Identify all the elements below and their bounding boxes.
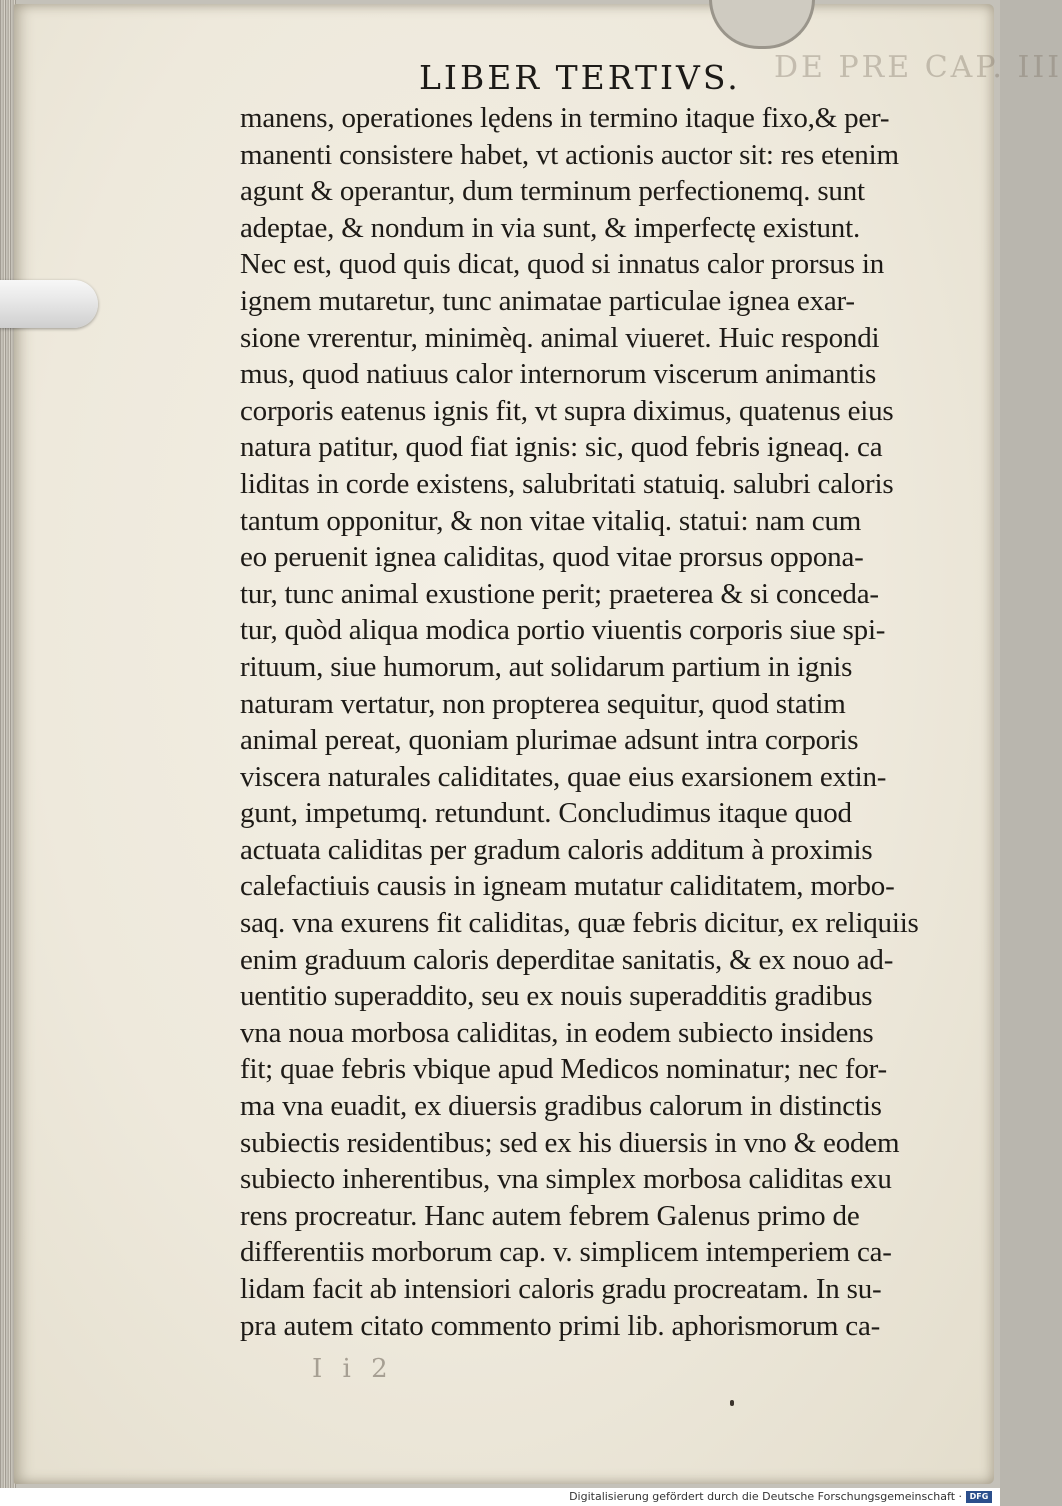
text-line: calefactiuis causis in igneam mutatur caliditatem, morbo-: [240, 870, 895, 903]
text-line: fit; quae febris vbique apud Medicos nominatur; nec for-: [240, 1053, 887, 1086]
text-line: tantum opponitur, & non vitae vitaliq. statui: nam cum: [240, 504, 862, 537]
plastic-clip: [0, 280, 98, 328]
book-page: [14, 4, 1062, 1484]
text-line: manenti consistere habet, vt actionis auctor sit: res etenim: [240, 138, 899, 171]
text-line: ignem mutaretur, tunc animatae particulae ignea exar-: [240, 284, 855, 317]
text-line: tur, quòd aliqua modica portio viuentis corporis siue spi-: [240, 614, 886, 647]
text-line: agunt & operantur, dum terminum perfectionemq. sunt: [240, 175, 865, 208]
text-line: ma vna euadit, ex diuersis gradibus calorum in distinctis: [240, 1090, 882, 1123]
text-line: sione vrerentur, minimèq. animal viueret. Huic respondi: [240, 321, 880, 354]
page-clip-notch: [709, 0, 815, 49]
text-line: natura patitur, quod fiat ignis: sic, quod febris igneaq. ca: [240, 431, 883, 464]
text-line: uentitio superaddito, seu ex nouis superadditis gradibus: [240, 980, 873, 1013]
text-line: vna noua morbosa caliditas, in eodem subiecto insidens: [240, 1016, 874, 1049]
text-line: viscera naturales caliditates, quae eius exarsionem extin-: [240, 760, 887, 793]
text-line: gunt, impetumq. retundunt. Concludimus itaque quod: [240, 797, 852, 830]
text-line: pra autem citato commento primi lib. aphorismorum ca-: [240, 1309, 881, 1342]
running-head: LIBER TERTIVS.: [419, 58, 741, 97]
text-line: saq. vna exurens fit caliditas, quæ febris dicitur, ex reliquiis: [240, 907, 919, 940]
text-line: rituum, siue humorum, aut solidarum partium in ignis: [240, 650, 853, 683]
ink-dot: [730, 1400, 734, 1406]
text-line: rens procreatur. Hanc autem febrem Galenus primo de: [240, 1199, 860, 1232]
text-line: tur, tunc animal exustione perit; praeterea & si conceda-: [240, 577, 879, 610]
text-line: differentiis morborum cap. v. simplicem intemperiem ca-: [240, 1236, 892, 1269]
dfg-logo: DFG: [966, 1491, 992, 1503]
text-line: naturam vertatur, non propterea sequitur, quod statim: [240, 687, 846, 720]
digitization-footer: [0, 1488, 1000, 1506]
text-line: subiecto inherentibus, vna simplex morbosa caliditas exu: [240, 1163, 892, 1196]
text-line: lidam facit ab intensiori caloris gradu procreatam. In su-: [240, 1273, 882, 1305]
text-line: subiectis residentibus; sed ex his diuersis in vno & eodem: [240, 1126, 900, 1159]
text-line: liditas in corde existens, salubritati statuiq. salubri caloris: [240, 467, 894, 500]
signature-mark: I i 2: [312, 1354, 394, 1384]
text-line: mus, quod natiuus calor internorum viscerum animantis: [240, 358, 877, 391]
text-line: eo peruenit ignea caliditas, quod vitae prorsus oppona-: [240, 541, 864, 574]
text-line: Nec est, quod quis dicat, quod si innatus calor prorsus in: [240, 248, 885, 281]
bleed-through-header: DE PRE CAP. III: [774, 50, 1062, 85]
text-line: corporis eatenus ignis fit, vt supra diximus, quatenus eius: [240, 394, 894, 427]
text-line: adeptae, & nondum in via sunt, & imperfectę existunt.: [240, 211, 860, 244]
text-line: enim graduum caloris deperditae sanitatis, & ex nouo ad-: [240, 943, 894, 976]
text-line: manens, operationes lędens in termino itaque fixo,& per-: [240, 102, 890, 134]
text-line: actuata caliditas per gradum caloris additum à proximis: [240, 833, 873, 866]
body-text: [240, 100, 930, 1344]
text-line: animal pereat, quoniam plurimae adsunt intra corporis: [240, 724, 859, 757]
footer-credit: Digitalisierung gefördert durch die Deutsche Forschungsgemeinschaft ·: [569, 1490, 962, 1503]
